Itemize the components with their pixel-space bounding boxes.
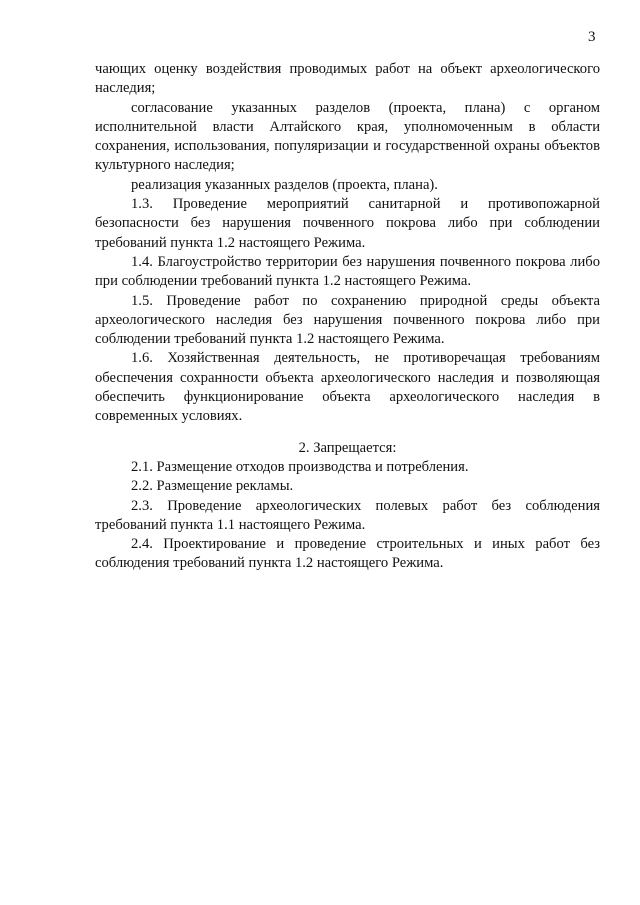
paragraph-1-3: 1.3. Проведение мероприятий санитарной и противопожарной безопасности без нарушения почвенного покрова либо при соблюдении требований пункта 1.2 настоящего Режима. xyxy=(95,196,600,251)
paragraph-continuation: чающих оценку воздействия проводимых работ на объект археологического наследия; xyxy=(95,61,600,97)
paragraph-2-2: 2.2. Размещение рекламы. xyxy=(131,478,294,495)
paragraph-2-4: 2.4. Проектирование и проведение строительных и иных работ без соблюдения требований пункта 1.2 настоящего Режима. xyxy=(95,536,600,572)
page-number: 3 xyxy=(588,29,596,45)
paragraph-implementation: реализация указанных разделов (проекта, плана). xyxy=(131,176,438,193)
paragraph-2-1: 2.1. Размещение отходов производства и потребления. xyxy=(131,458,469,475)
paragraph-1-5: 1.5. Проведение работ по сохранению природной среды объекта археологического наследия без нарушения почвенного покрова либо при соблюдении требований пункта 1.2 настоящего Режима. xyxy=(95,292,600,348)
paragraph-1-6: 1.6. Хозяйственная деятельность, не противоречащая требованиям обеспечения сохранности объекта археологического наследия и позволяющая обеспечить функционирование объекта археологического наследия в современных условиях. xyxy=(95,350,600,425)
document-body xyxy=(95,60,600,574)
paragraph-2-3: 2.3. Проведение археологических полевых работ без соблюдения требований пункта 1.1 настоящего Режима. xyxy=(95,497,600,533)
section-2-heading: 2. Запрещается: xyxy=(298,439,397,456)
paragraph-1-4: 1.4. Благоустройство территории без нарушения почвенного покрова либо при соблюдении требований пункта 1.2 настоящего Режима. xyxy=(95,253,600,290)
paragraph-approval: согласование указанных разделов (проекта, плана) с органом исполнительной власти Алтайского края, уполномоченным в области сохранения, использования, популяризации и государственной охраны объектов культурного наследия; xyxy=(95,99,600,174)
